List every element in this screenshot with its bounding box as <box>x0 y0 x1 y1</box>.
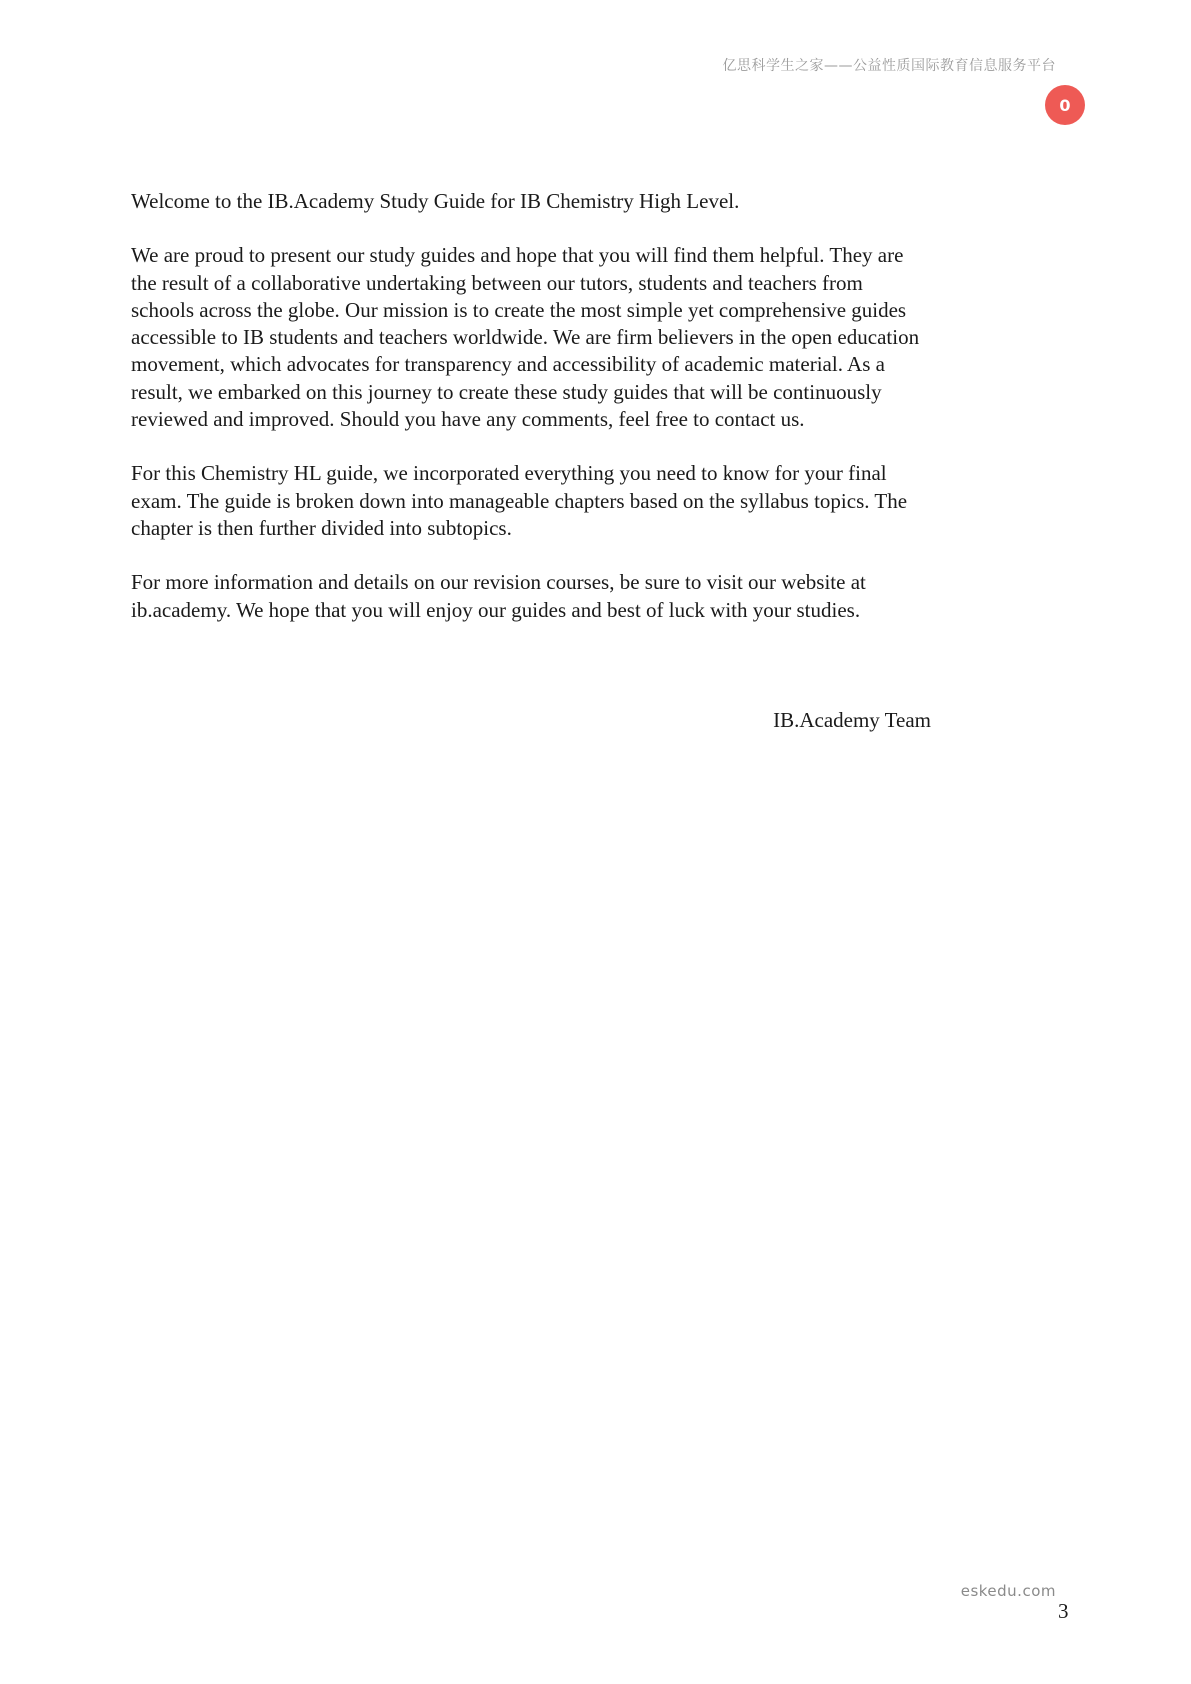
info-paragraph: For more information and details on our revision courses, be sure to visit our website at ib.academy. We hope that you will enjoy our guides and best of luck with your studies. <box>131 570 866 622</box>
page-number: 3 <box>1058 1599 1069 1623</box>
signature: IB.Academy Team <box>773 708 931 732</box>
notification-badge[interactable]: 0 <box>1045 85 1085 125</box>
header-site-label: 亿思科学生之家——公益性质国际教育信息服务平台 <box>722 58 1056 74</box>
welcome-paragraph: Welcome to the IB.Academy Study Guide for IB Chemistry High Level. <box>131 189 740 213</box>
mission-paragraph: We are proud to present our study guides and hope that you will find them helpful. They are the result of a collaborative undertaking between our tutors, students and teachers from schools across the globe. Our mission is to create the most simple yet comprehensive guides accessible to IB students and teachers worldwide. We are firm believers in the open education movement, which advocates for transparency and accessibility of academic material. As a result, we embarked on this journey to create these study guides that will be continuously reviewed and improved. Should you have any comments, feel free to contact us. <box>131 243 920 432</box>
letter-body <box>131 188 931 651</box>
footer-site-label: eskedu.com <box>960 1582 1056 1600</box>
guide-paragraph: For this Chemistry HL guide, we incorporated everything you need to know for your final exam. The guide is broken down into manageable chapters based on the syllabus topics. The chapter is then further divided into subtopics. <box>131 461 908 540</box>
